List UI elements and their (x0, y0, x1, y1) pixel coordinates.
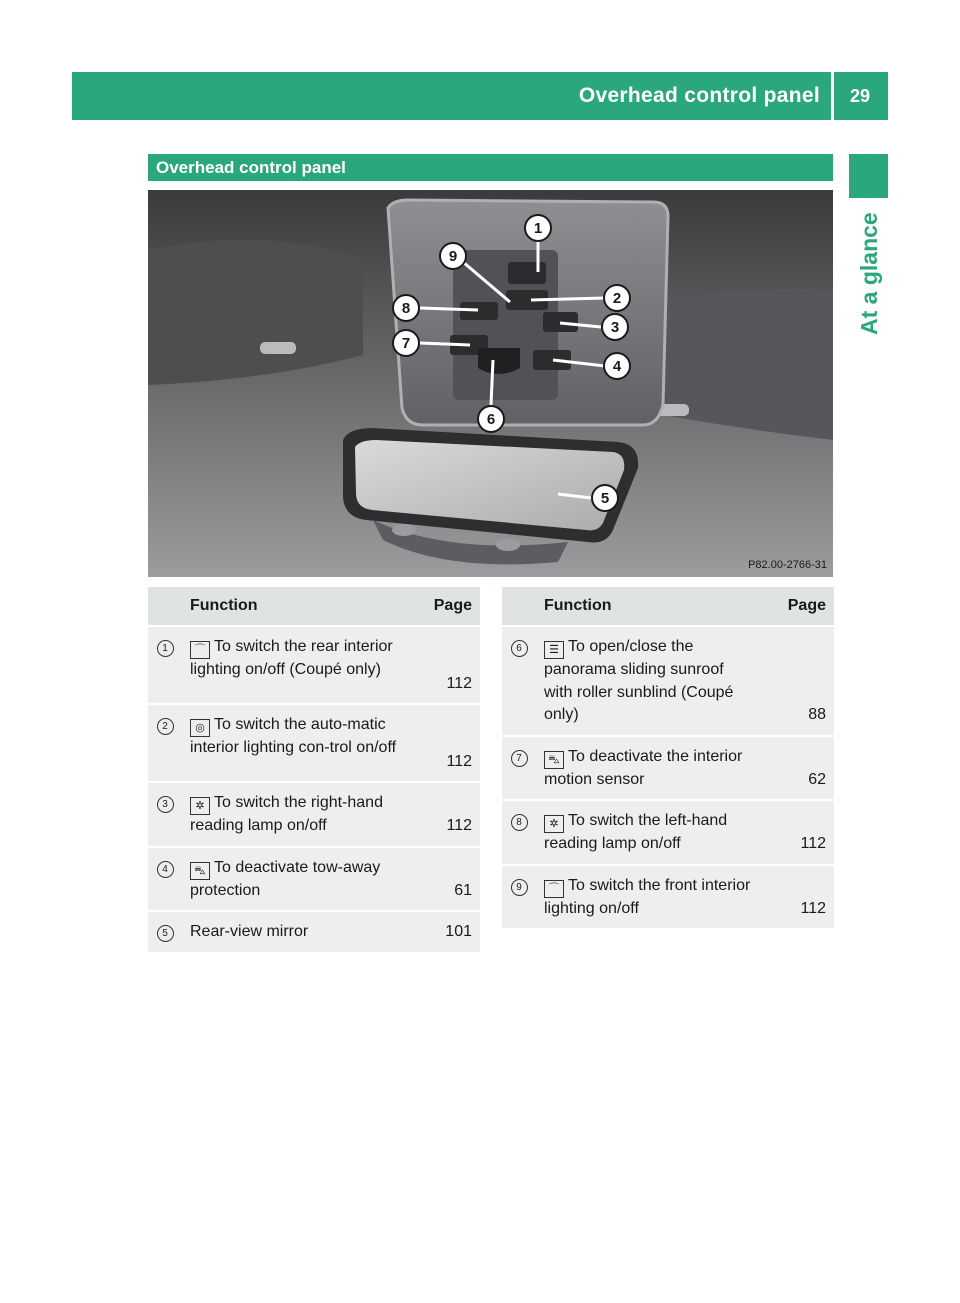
page-header (72, 72, 888, 120)
svg-text:4: 4 (612, 358, 622, 375)
callout-6 (478, 406, 504, 432)
item-number: 2 (157, 718, 174, 735)
table-row (502, 866, 834, 929)
function-text: To open/close the panorama sliding sunroof with roller sunblind (Coupé only) (544, 638, 734, 723)
page-ref: 112 (760, 801, 834, 864)
chapter-label (852, 212, 888, 475)
page-ref: 112 (760, 866, 834, 929)
overhead-panel-illustration (148, 190, 833, 577)
callout-9 (440, 243, 466, 269)
chapter-tab (849, 154, 888, 198)
table-row (502, 627, 834, 735)
page-ref: 62 (760, 737, 834, 800)
col-page: Page (760, 587, 834, 625)
section-heading (148, 154, 833, 181)
col-num (502, 587, 536, 625)
callout-3 (602, 314, 628, 340)
function-text: To switch the left-hand reading lamp on/off (544, 812, 728, 852)
function-table-left (148, 585, 480, 954)
col-num (148, 587, 182, 625)
svg-text:5: 5 (600, 490, 610, 507)
table-row (148, 627, 480, 703)
svg-text:8: 8 (401, 300, 411, 317)
reading-lamp-icon: ✲ (190, 797, 210, 815)
callout-2 (604, 285, 630, 311)
item-number: 4 (157, 861, 174, 878)
item-number: 7 (511, 750, 528, 767)
header-title: Overhead control panel (578, 84, 820, 107)
chapter-label-text: At a glance (856, 212, 882, 335)
function-table-right (502, 585, 834, 930)
front-interior-light-icon: ⌒ (544, 880, 564, 898)
svg-text:3: 3 (610, 319, 620, 336)
figure-code: P82.00-2766-31 (748, 559, 827, 571)
col-function: Function (536, 587, 760, 625)
section-title: Overhead control panel (156, 158, 346, 177)
col-page: Page (406, 587, 480, 625)
function-text: To switch the front interior lighting on/off (544, 876, 751, 917)
callout-5 (592, 485, 618, 511)
page-ref: 101 (406, 912, 480, 952)
table-row (148, 705, 480, 781)
item-number: 8 (511, 814, 528, 831)
item-number: 9 (511, 879, 528, 896)
callout-4 (604, 353, 630, 379)
page-ref: 112 (406, 783, 480, 846)
header-divider (831, 72, 834, 120)
table-row (502, 737, 834, 800)
item-number: 1 (157, 640, 174, 657)
reading-lamp-icon: ✲ (544, 815, 564, 833)
page-ref: 112 (406, 627, 480, 703)
page-number: 29 (849, 86, 870, 106)
callout-7 (393, 330, 419, 356)
function-text: To switch the rear interior lighting on/off (Coupé only) (190, 638, 393, 678)
svg-text:2: 2 (612, 290, 622, 307)
table-row (148, 912, 480, 952)
callout-8 (393, 295, 419, 321)
svg-text:9: 9 (448, 248, 458, 265)
motion-sensor-off-icon: ⛍ (544, 751, 564, 769)
overhead-panel-figure (148, 190, 833, 577)
function-text: To deactivate tow-away protection (190, 858, 381, 899)
callout-1 (525, 215, 551, 241)
rear-interior-light-icon: ⌒ (190, 641, 210, 659)
col-function: Function (182, 587, 406, 625)
function-text: Rear-view mirror (190, 923, 309, 940)
page-ref: 61 (406, 848, 480, 911)
tow-away-off-icon: ⛍ (190, 862, 210, 880)
svg-text:6: 6 (486, 411, 496, 428)
table-row (502, 801, 834, 864)
function-text: To switch the right-hand reading lamp on/off (190, 794, 383, 834)
sunroof-icon: ☰ (544, 641, 564, 659)
item-number: 3 (157, 796, 174, 813)
function-text: To switch the auto-matic interior lighting con-trol on/off (190, 716, 397, 756)
auto-interior-light-off-icon: ◎ (190, 719, 210, 737)
page-ref: 112 (406, 705, 480, 781)
table-row (148, 848, 480, 911)
function-text: To deactivate the interior motion sensor (544, 747, 743, 788)
table-row (148, 783, 480, 846)
svg-text:7: 7 (401, 335, 411, 352)
page-ref: 88 (760, 627, 834, 735)
svg-text:1: 1 (533, 220, 543, 237)
item-number: 6 (511, 640, 528, 657)
item-number: 5 (157, 925, 174, 942)
